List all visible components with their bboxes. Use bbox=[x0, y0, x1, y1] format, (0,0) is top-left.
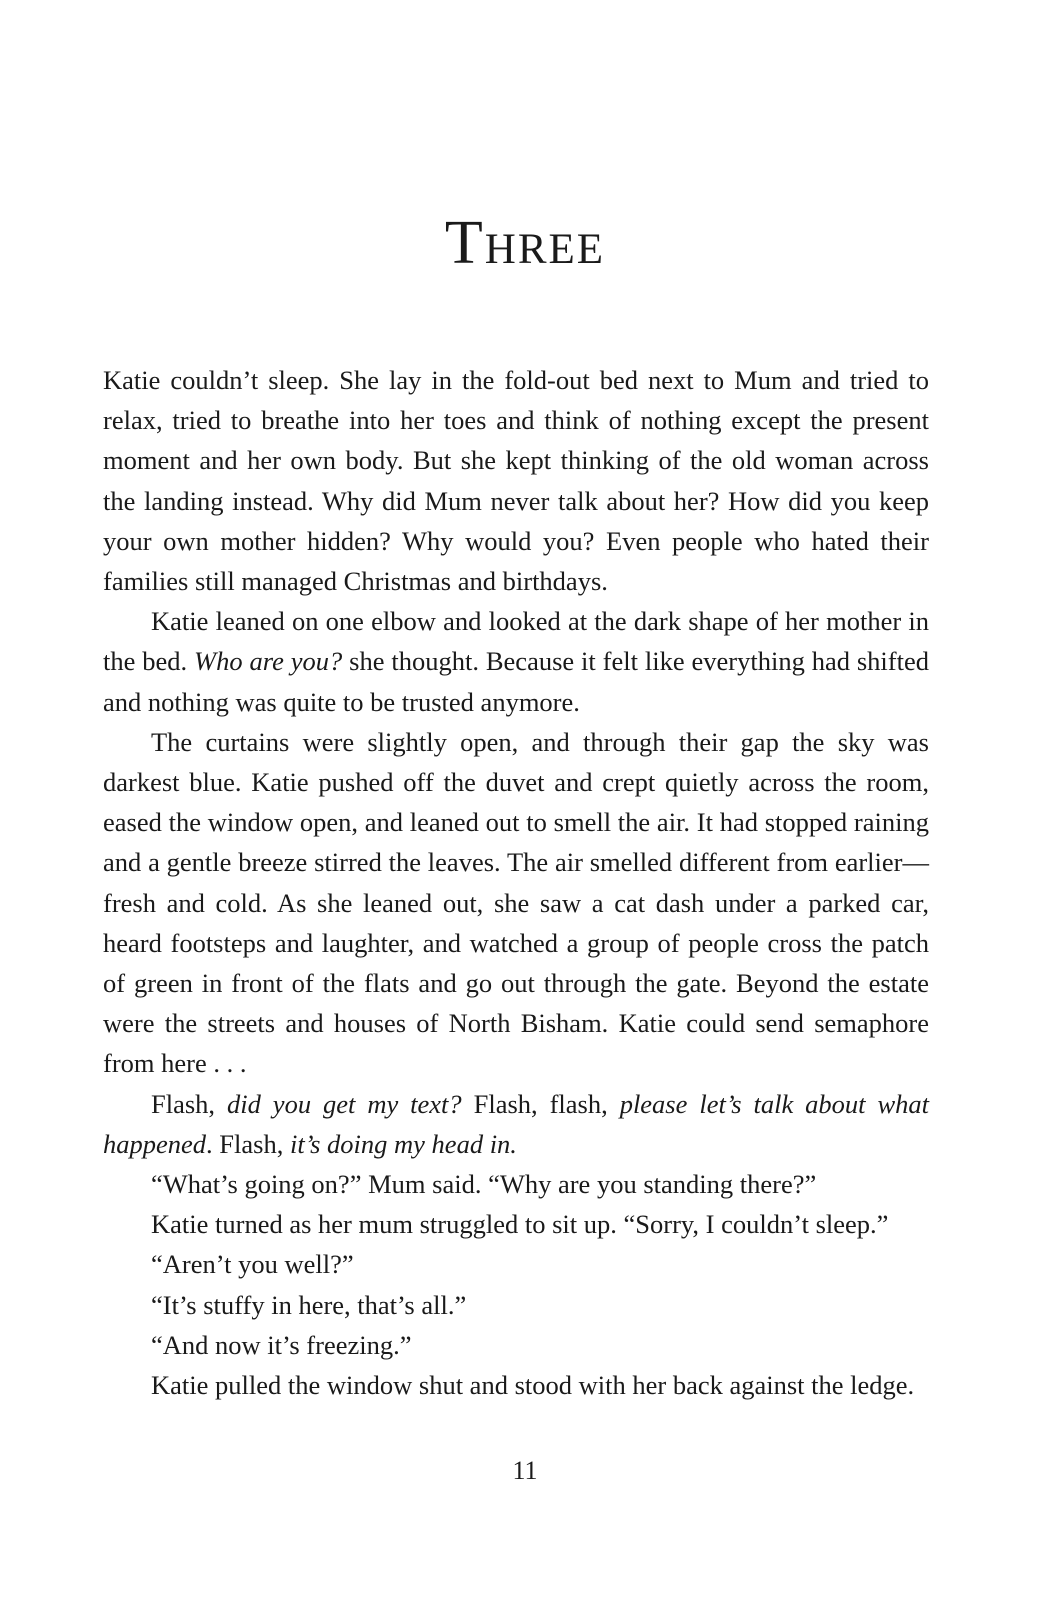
paragraph bbox=[103, 601, 929, 722]
paragraph bbox=[103, 1244, 929, 1284]
text-run: “Aren’t you well?” bbox=[151, 1249, 354, 1280]
text-run: . Flash, bbox=[206, 1128, 290, 1159]
text-run: she thought. Because it felt like everything had shifted and nothing was quite to be trusted anymore. bbox=[103, 646, 929, 717]
paragraph bbox=[103, 1204, 929, 1244]
italic-text: it’s doing my head in. bbox=[289, 1128, 517, 1159]
text-run: “It’s stuffy in here, that’s all.” bbox=[151, 1289, 467, 1320]
text-run: Katie leaned on one elbow and looked at the dark shape of her mother in the bed. bbox=[103, 606, 929, 677]
text-run: Katie pulled the window shut and stood with her back against the ledge. bbox=[151, 1370, 915, 1401]
paragraph bbox=[103, 1285, 929, 1325]
paragraph bbox=[103, 722, 929, 1084]
text-run: Katie couldn’t sleep. She lay in the fold-out bed next to Mum and tried to relax, tried to breathe into her toes and think of nothing except the present moment and her own body. But she kept thinking of the old woman across the landing instead. Why did Mum never talk about her? How did you keep your own mother hidden? Why would you? Even people who hated their families still managed Christmas and birthdays. bbox=[103, 365, 929, 597]
page-number: 11 bbox=[512, 1456, 538, 1485]
paragraph bbox=[103, 1365, 929, 1405]
paragraph bbox=[103, 1325, 929, 1365]
text-run: Katie turned as her mum struggled to sit up. “Sorry, I couldn’t sleep.” bbox=[151, 1209, 889, 1240]
text-run: “What’s going on?” Mum said. “Why are you standing there?” bbox=[151, 1169, 817, 1200]
italic-text: Who are you? bbox=[194, 646, 343, 677]
paragraph bbox=[103, 1084, 929, 1164]
paragraph bbox=[103, 360, 929, 601]
italic-text: please let’s talk about what happened bbox=[103, 1088, 929, 1159]
paragraph bbox=[103, 1164, 929, 1204]
text-run: Flash, flash, bbox=[461, 1088, 620, 1119]
chapter-body bbox=[103, 360, 929, 1405]
text-run: “And now it’s freezing.” bbox=[151, 1329, 412, 1360]
text-run: Flash, bbox=[151, 1088, 227, 1119]
italic-text: did you get my text? bbox=[227, 1088, 462, 1119]
text-run: The curtains were slightly open, and through their gap the sky was darkest blue. Katie pushed off the duvet and crept quietly across the room, eased the window open, and leaned out to smell the air. It had stopped raining and a gentle breeze stirred the leaves. The air smelled different from earlier—fresh and cold. As she leaned out, she saw a cat dash under a parked car, heard footsteps and laughter, and watched a group of people cross the patch of green in front of the flats and go out through the gate. Beyond the estate were the streets and houses of North Bisham. Katie could send semaphore from here . . . bbox=[103, 726, 929, 1079]
chapter-title: Three bbox=[444, 209, 606, 277]
